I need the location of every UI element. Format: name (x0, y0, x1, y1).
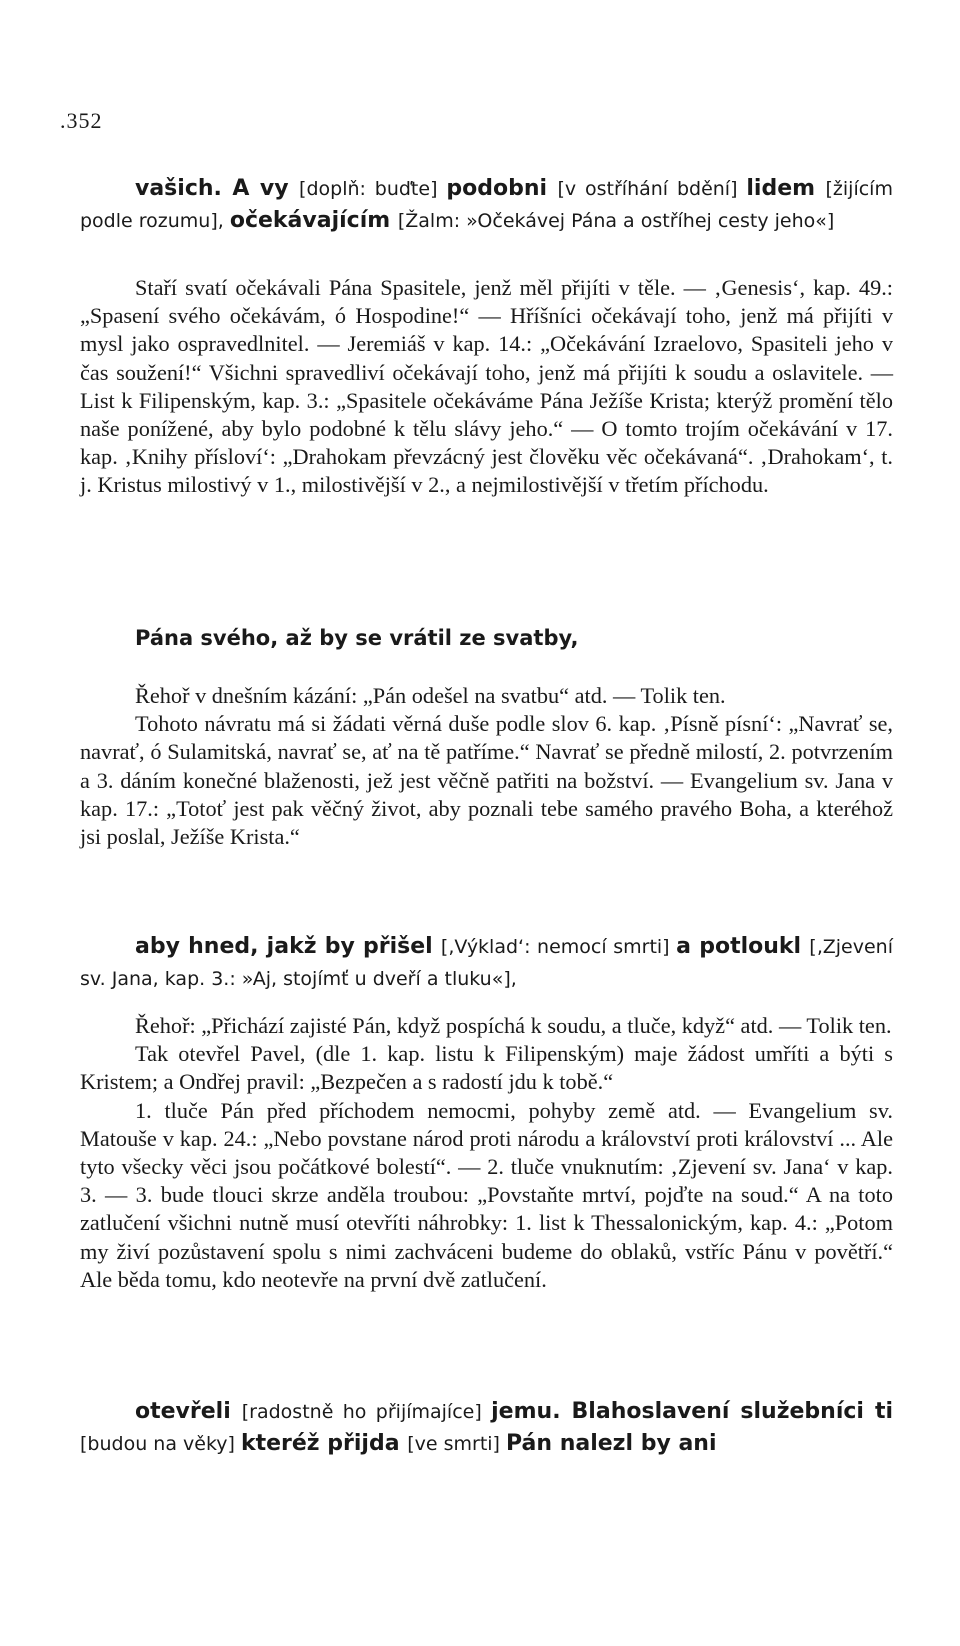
lemma-gloss: [ve smrti] (407, 1433, 507, 1455)
commentary-paragraph: 1. tluče Pán před příchodem nemocmi, pohyby země atd. — Evangelium sv. Matouše v kap. 24.: „Nebo povstane národ proti národu a království proti království ... Ale tyto všecky věci jsou počátkové bolestí“. — 2. tluče vnuknutím: ‚Zjevení sv. Jana‘ v kap. 3. — 3. bude tlouci skrze anděla troubou: „Povstaňte mrtví, pojďte na soud.“ A na toto zatlučení všichni nutně musí otevříti náhrobky: 1. list k Thessalonickým, kap. 4.: „Potom my živí pozůstavení spolu s nimi zachváceni budeme do oblaků, vstříc Pánu v povětří.“ Ale běda tomu, kdo neotevře na první dvě zatlučení. (80, 1097, 893, 1292)
commentary-paragraph: Tohoto návratu má si žádati věrná duše podle slov 6. kap. ‚Písně písní‘: „Navrať se, navrať, ó Sulamitská, navrať se, ať na tě patříme.“ Navrať se předně milostí, 2. potvrzením a 3. dáním konečné blaženosti, jež jest věčně patřiti na božství. — Evangelium sv. Jana v kap. 17.: „Totoť jest pak věčný život, aby poznali tebe samého pravého Boha, a kteréhož jsi poslal, Ježíše Krista.“ (80, 711, 893, 850)
lemma-gloss: [doplň: buďte] (299, 178, 447, 200)
lemma-text: a potloukl (676, 934, 810, 959)
lemma-passage-2 (80, 931, 893, 995)
lemma-text: očekávajícím (229, 208, 398, 233)
lemma-gloss: [Žalm: »Očekávej Pána a ostříhej cesty jeho«] (397, 210, 835, 232)
lemma-text: vašich. A vy (135, 176, 300, 201)
commentary-paragraph: Tak otevřel Pavel, (dle 1. kap. listu k Filipenským) maje žádost umříti a býti s Kristem; a Ondřej pravil: „Bezpečen a s radostí jdu k tobě.“ (80, 1041, 893, 1095)
commentary-paragraph: Řehoř v dnešním kázání: „Pán odešel na svatbu“ atd. — Tolik ten. (135, 683, 726, 708)
commentary-section-3 (80, 1012, 893, 1294)
lemma-text: Pán nalezl by ani (506, 1431, 717, 1456)
lemma-gloss: [budou na věky] (80, 1433, 241, 1455)
commentary-paragraph: Řehoř: „Přichází zajisté Pán, když pospíchá k soudu, a tluče, když“ atd. — Tolik ten. (135, 1013, 892, 1038)
lemma-gloss: [žijícím podle rozumu], (80, 178, 893, 232)
lemma-text: aby hned, jakž by přišel (135, 934, 441, 959)
commentary-paragraph: Staří svatí očekávali Pána Spasitele, jenž měl přijíti v těle. — ‚Genesis‘, kap. 49.: „Spasení svého očekávám, ó Hospodine!“ — Hříšníci očekávají toho, jenž má přijíti v mysl jako ospravedlnitel. — Jeremiáš v kap. 14.: „Očekávání Izraelovo, Spasiteli jeho v čas soužení!“ Všichni spravedliví očekávají toho, jenž má přijíti k soudu a oslavitele. — List k Filipenským, kap. 3.: „Spasitele očekáváme Pána Ježíše Krista; kterýž promění tělo naše ponížené, aby bylo podobné k tělu slávy jeho.“ — O tomto trojím očekávání v 17. kap. ‚Knihy přísloví‘: „Drahokam převzácný jest člověku věc očekávaná“. ‚Drahokam‘, t. j. Kristus milostivý v 1., milostivější v 2., a nejmilostivější v třetím příchodu. (80, 275, 893, 498)
lemma-passage-3 (80, 1396, 893, 1460)
lemma-gloss: [‚Zjevení sv. Jana, kap. 3.: »Aj, stojímť u dveří a tluku«], (80, 936, 893, 990)
section-heading: Pána svého, až by se vrátil ze svatby, (135, 626, 579, 650)
lemma-gloss: [v ostříhání bdění] (557, 178, 747, 200)
lemma-gloss: [‚Výklad‘: nemocí smrti] (440, 936, 677, 958)
commentary-section-1 (80, 274, 893, 500)
lemma-text: jemu. Blahoslavení služebníci ti (491, 1399, 894, 1424)
lemma-gloss: [radostně ho přijímajíce] (241, 1401, 492, 1423)
lemma-text: kteréž přijda (240, 1431, 408, 1456)
lemma-passage-1 (80, 173, 893, 237)
commentary-section-2 (80, 682, 893, 851)
page-number: .352 (60, 108, 103, 133)
lemma-text: lidem (746, 176, 826, 201)
lemma-text: otevřeli (135, 1399, 242, 1424)
lemma-text: podobni (446, 176, 558, 201)
